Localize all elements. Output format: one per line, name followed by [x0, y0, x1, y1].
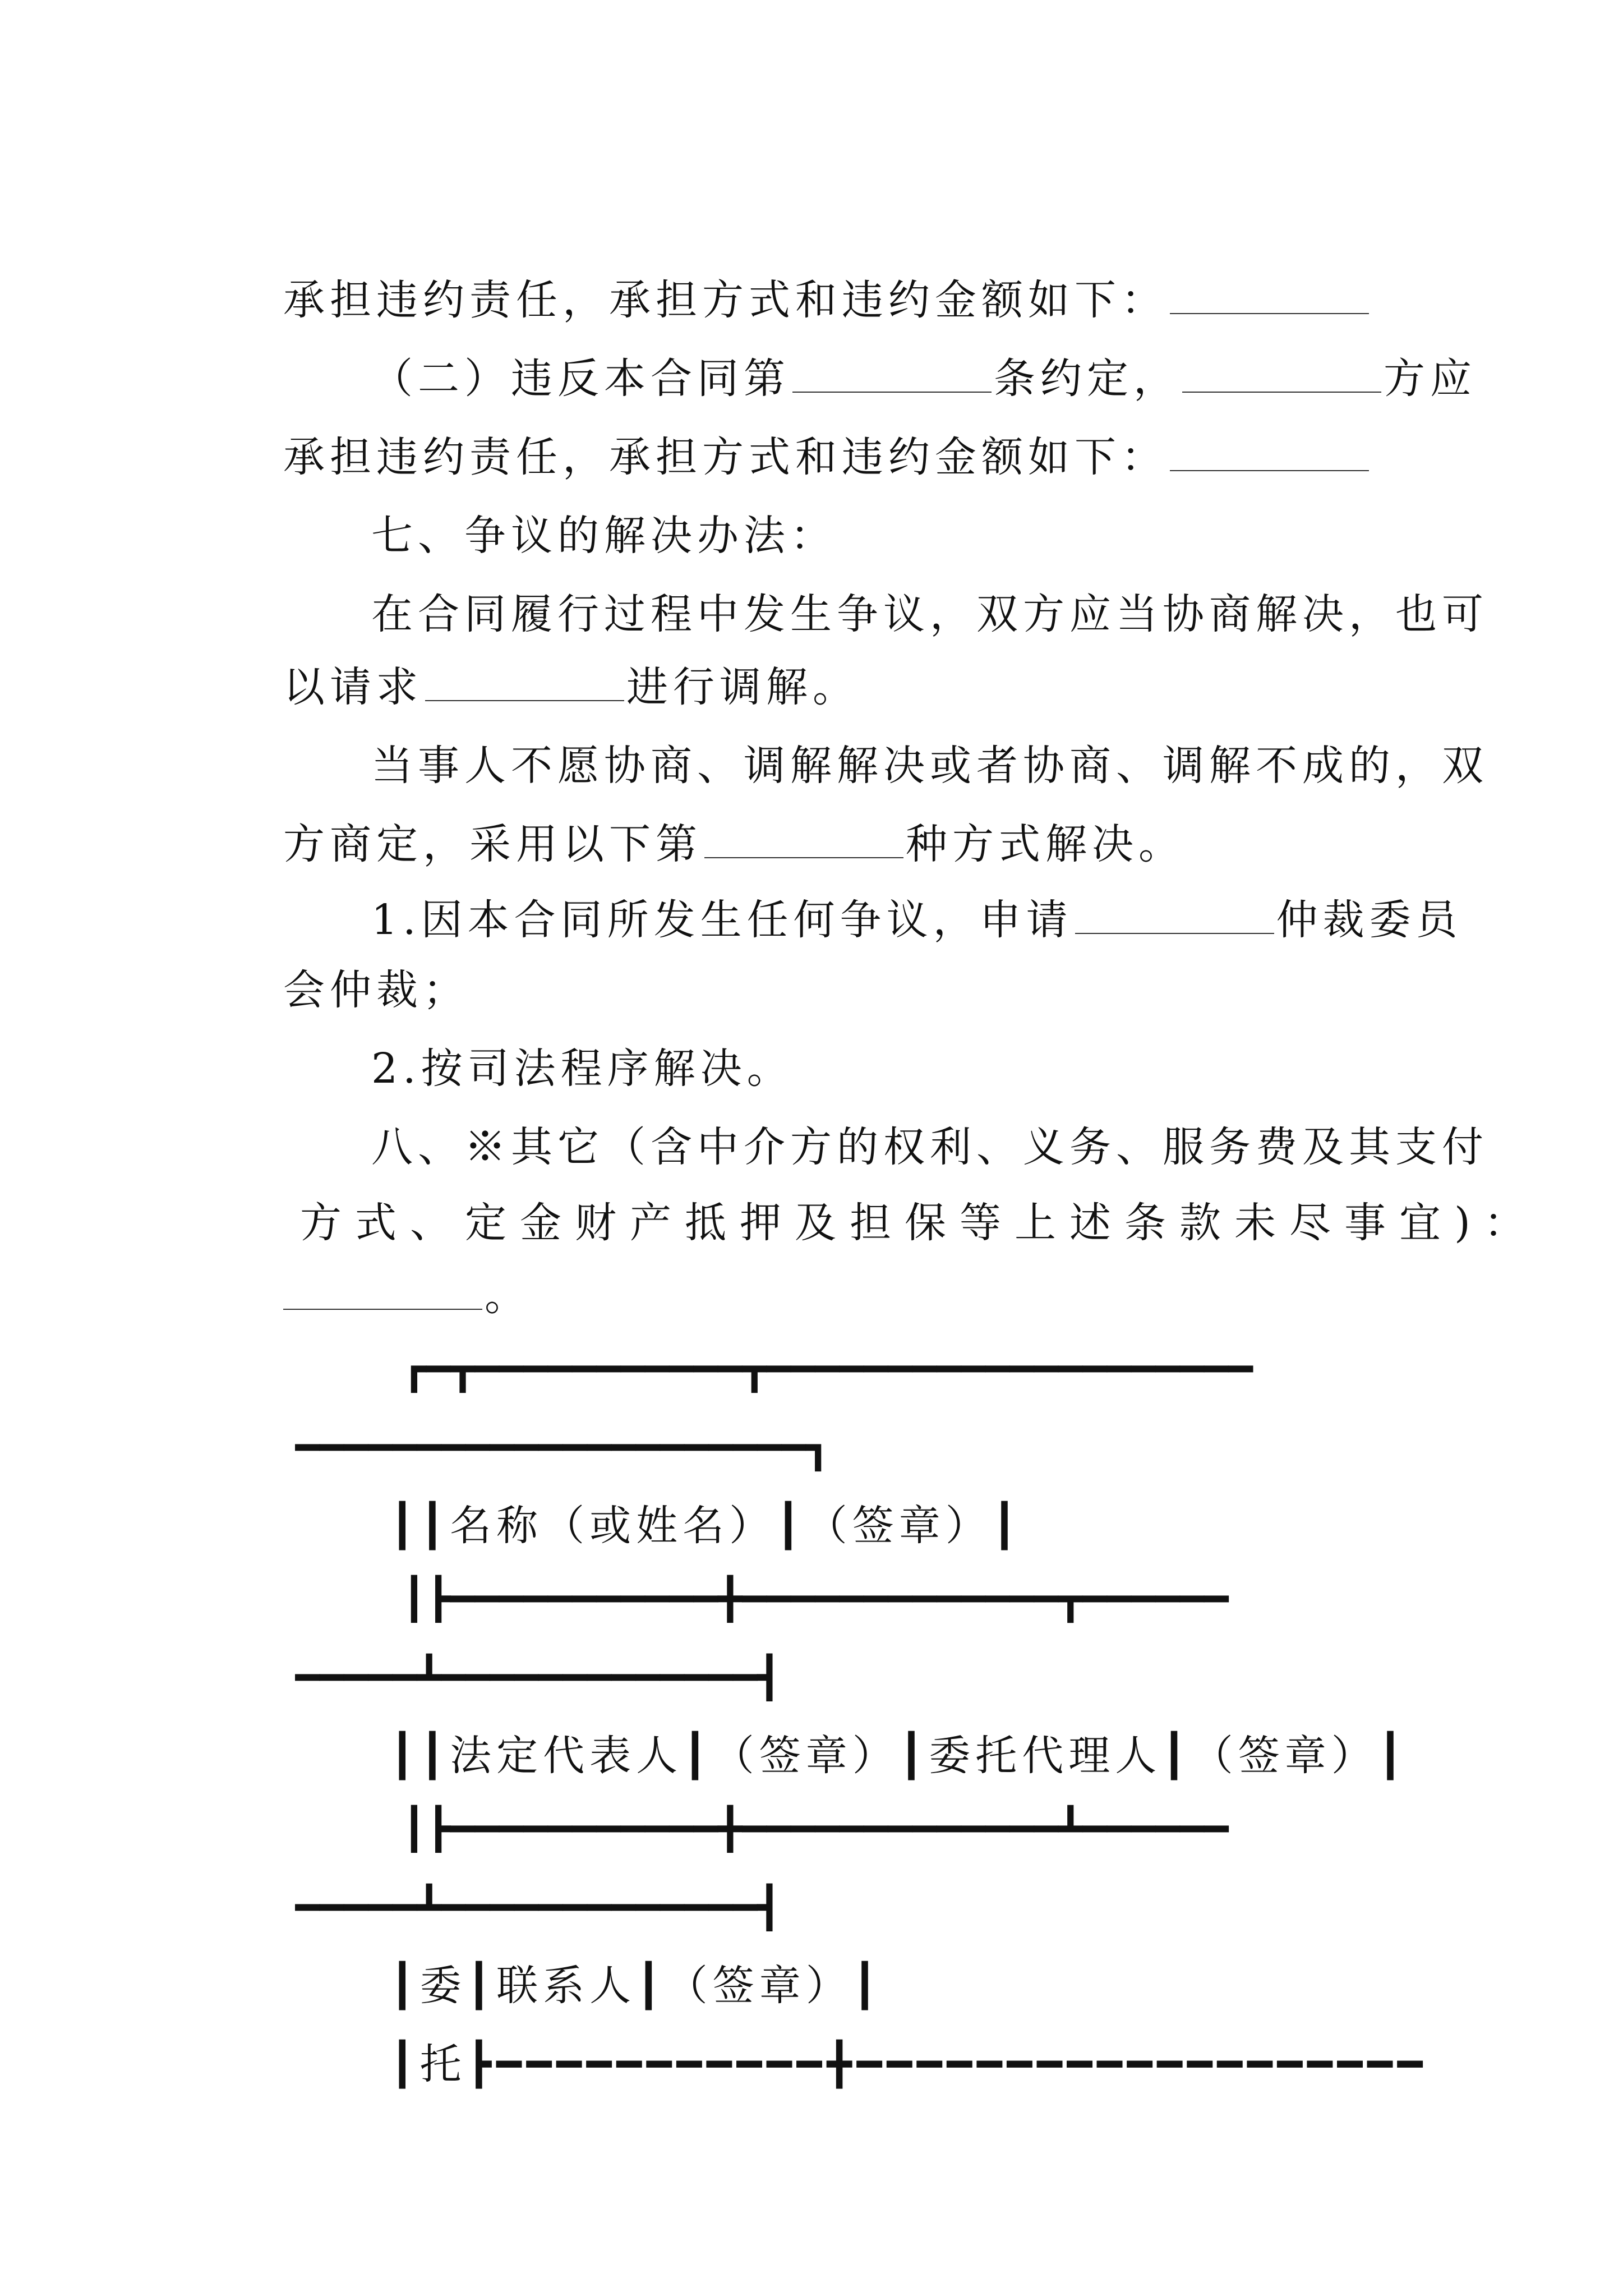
text: 进行调解。: [626, 663, 860, 711]
table-border: ┃┣━━━━━━━━━━━╋━━━━━━━━━━━━━┳━━━━━━: [402, 1575, 1229, 1622]
fill-blank[interactable]: [1170, 436, 1369, 471]
text: 以请求: [283, 663, 423, 711]
text: 仲裁委员: [1276, 896, 1463, 944]
table-border: ┏━┳━━━━━━━━━━━┳━━━━━━━━━━━━━━━━━━━━: [402, 1345, 1253, 1392]
table-row-text: ┃┃名称（或姓名）┃（签章）┃: [390, 1502, 1022, 1550]
table-row-text: ┃委┃联系人┃（签章）┃: [390, 1962, 883, 2010]
text: 承担违约责任，承担方式和违约金额如下：: [283, 276, 1168, 324]
text: 在合同履行过程中发生争议，双方应当协商解决，也可: [371, 590, 1489, 638]
text: 方应: [1384, 355, 1477, 403]
table-border: ┃┣━━━━━━━━━━━╋━━━━━━━━━━━━━┻━━━━━━: [402, 1805, 1229, 1852]
fill-blank[interactable]: [1075, 899, 1274, 934]
text: 方式、定金财产抵押及担保等上述条款未尽事宜)：: [300, 1199, 1539, 1247]
text: 会仲裁；: [283, 966, 470, 1014]
text: 种方式解决。: [906, 820, 1186, 868]
text: 当事人不愿协商、调解解决或者协商、调解不成的，双: [371, 742, 1489, 790]
table-row-entrust: [353, 1980, 1427, 2092]
text: 方商定，采用以下第: [283, 820, 703, 868]
table-border: ━━━━━━━━━━━━━━━━━━━━━┓: [295, 1424, 831, 1471]
heading-text: 七、争议的解决办法：: [371, 512, 837, 560]
text: 1.因本合同所发生任何争议，申请: [371, 896, 1073, 944]
table-row-text: ┃托┣━━━━━━━━━━━╋━━━━━━━━━━━━━━━━━━━: [390, 2040, 1428, 2088]
text: 条约定，: [994, 355, 1181, 403]
text: 。: [485, 1272, 532, 1320]
text-line-9: [335, 836, 1463, 948]
text: 承担违约责任，承担方式和违约金额如下：: [283, 433, 1168, 481]
text: 八、※其它（含中介方的权利、义务、服务费及其支付: [371, 1123, 1489, 1171]
table-border: ━━━━━┻━━━━━━━━━━━━━┫: [295, 1654, 782, 1701]
table-row-text: ┃┃法定代表人┃（签章）┃委托代理人┃（签章）┃: [390, 1732, 1408, 1780]
text: 2.按司法程序解决。: [371, 1045, 794, 1093]
table-border: ━━━━━┻━━━━━━━━━━━━━┫: [295, 1884, 782, 1931]
text: （二）违反本合同第: [371, 355, 791, 403]
